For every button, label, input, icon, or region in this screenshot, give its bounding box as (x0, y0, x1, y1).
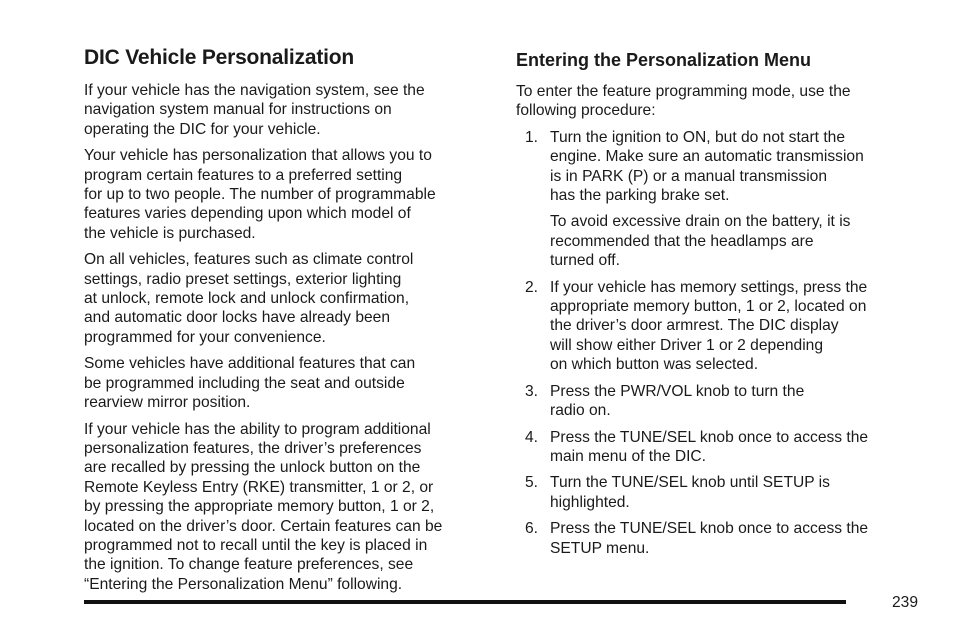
step-number: 5. (525, 474, 539, 492)
step-number: 2. (525, 278, 539, 296)
section-title: DIC Vehicle Personalization (84, 46, 355, 69)
step-5 (516, 473, 924, 512)
paragraph-navigation: If your vehicle has the navigation system, see the navigation system manual for instructions on operating the DIC for your vehicle. (84, 82, 425, 138)
step-number: 4. (525, 428, 539, 446)
step-text: Turn the TUNE/SEL knob until SETUP is highlighted. (550, 474, 830, 511)
step-number: 1. (525, 128, 539, 146)
paragraph-additional-features: Some vehicles have additional features that can be programmed including the seat and outside rearview mirror position. (84, 355, 416, 412)
step-4 (516, 428, 924, 467)
step-1-note: To avoid excessive drain on the battery, it is recommended that the headlamps are turned off. (550, 213, 851, 270)
step-6 (516, 519, 924, 558)
right-column (516, 44, 924, 565)
step-text: Press the TUNE/SEL knob once to access the SETUP menu. (550, 520, 869, 557)
step-number: 6. (525, 520, 539, 538)
step-text: Press the PWR/VOL knob to turn the radio on. (550, 382, 805, 420)
procedure-steps (516, 128, 924, 558)
step-text: Turn the ignition to ON, but do not start the engine. Make sure an automatic transmission is in PARK (P) or a manual transmission has the parking brake set. (550, 128, 864, 205)
paragraph-personalization: Your vehicle has personalization that allows you to program certain features to a preferred setting for up to two people. The number of programmable features varies depending upon which model of the vehicle is purchased. (84, 147, 436, 242)
subsection-title: Entering the Personalization Menu (516, 50, 812, 70)
paragraph-preferences-recall: If your vehicle has the ability to program additional personalization features, the driver’s preferences are recalled by pressing the unlock button on the Remote Keyless Entry (RKE) transmitter, 1 or 2, or by pressing the appropriate memory button, 1 or 2, located on the driver’s door. Certain features can be programmed not to recall until the key is placed in the ignition. To change feature preferences, see “Entering the Personalization Menu” following. (84, 420, 443, 593)
step-number: 3. (525, 382, 539, 400)
paragraph-all-vehicles: On all vehicles, features such as climate control settings, radio preset settings, exterior lighting at unlock, remote lock and unlock confirmation, and automatic door locks have already been programmed for your convenience. (84, 251, 414, 346)
step-text: Press the TUNE/SEL knob once to access the main menu of the DIC. (550, 428, 869, 465)
step-text: If your vehicle has memory settings, press the appropriate memory button, 1 or 2, located on the driver’s door armrest. The DIC display will show either Driver 1 or 2 depending on which button was selected. (550, 278, 868, 374)
step-3 (516, 382, 924, 421)
procedure-intro: To enter the feature programming mode, use the following procedure: (516, 83, 851, 120)
page-number: 239 (891, 594, 918, 611)
step-1 (516, 128, 924, 206)
footer-rule (84, 600, 846, 604)
step-2 (516, 278, 924, 375)
left-column (84, 44, 490, 601)
